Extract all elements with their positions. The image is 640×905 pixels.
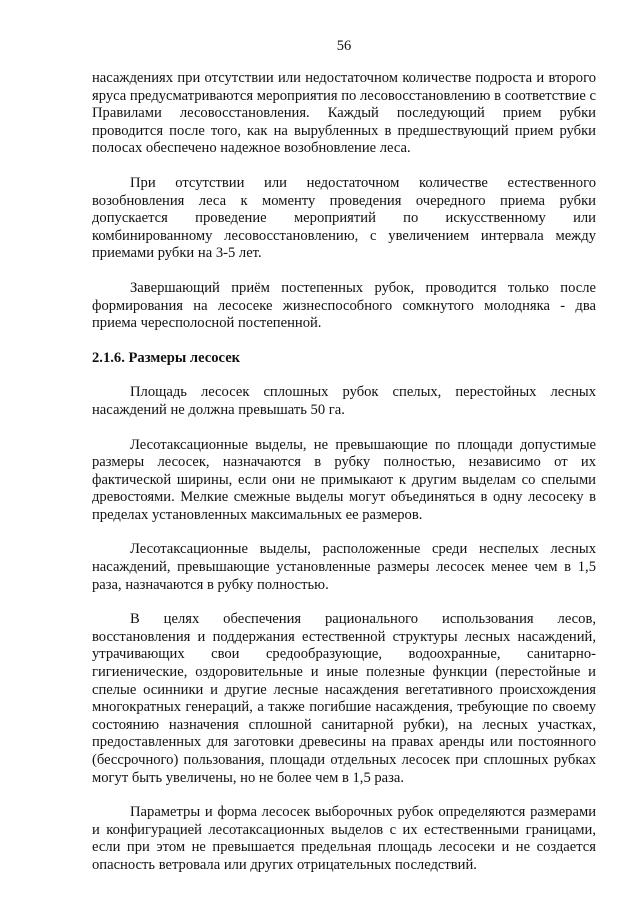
paragraph-area-increase: В целях обеспечения рационального использования лесов, восстановления и поддержания естественной структуры лесных насаждений, утрачивающих свои средообразующие, водоохранные, санитарно-гигиенические, оздоровительные и иные полезные функции (перестойные и спелые осинники и другие лесные насаждения вегетативного происхождения многократных генераций, а также погибшие насаждения, требующие по своему состоянию назначения сплошной санитарной рубки), на лесных участках, предоставленных для заготовки древесины на правах аренды или постоянного (бессрочного) пользования, площади отдельных лесосек при сплошных рубках могут быть увеличены, но не более чем в 1,5 раза. [92, 611, 596, 786]
paragraph-immature-stands: Лесотаксационные выделы, расположенные среди неспелых лесных насаждений, превышающие установленные размеры лесосек менее чем в 1,5 раза, назначаются в рубку полностью. [92, 541, 596, 593]
paragraph-selective-cutting: Параметры и форма лесосек выборочных рубок определяются размерами и конфигурацией лесотаксационных выделов с их естественными границами, если при этом не превышается предельная площадь лесосеки и не создается опасность ветровала или других отрицательных последствий. [92, 804, 596, 873]
paragraph-allotments: Лесотаксационные выделы, не превышающие по площади допустимые размеры лесосек, назначаются в рубку полностью, независимо от их фактической ширины, если они не примыкают к другим выделам со спелыми древостоями. Мелкие смежные выделы могут объединяться в одну лесосеку в пределах установленных максимальных ее размеров. [92, 436, 596, 523]
section-heading: 2.1.6. Размеры лесосек [92, 349, 241, 366]
paragraph-max-area: Площадь лесосек сплошных рубок спелых, перестойных лесных насаждений не должна превышать 50 га. [92, 384, 596, 418]
page-number: 56 [336, 38, 352, 54]
paragraph-final-stage: Завершающий приём постепенных рубок, проводится только после формирования на лесосеке жизнеспособного сомкнутого молодняка - два приема чересполосной постепенной. [92, 279, 596, 332]
document-body [92, 70, 596, 875]
paragraph-continuation: насаждениях при отсутствии или недостаточном количестве подроста и второго яруса предусматриваются мероприятия по лесовосстановлению в соответствие с Правилами лесовосстановления. Каждый последующий прием рубки проводится после того, как на вырубленных в предшествующий прием рубки полосах обеспечено надежное возобновление леса. [92, 70, 596, 157]
paragraph-reforestation-interval: При отсутствии или недостаточном количестве естественного возобновления леса к моменту проведения очередного приема рубки допускается проведение мероприятий по искусственному или комбинированному лесовосстановлению, с увеличением интервала между приемами рубки на 3-5 лет. [92, 174, 596, 262]
